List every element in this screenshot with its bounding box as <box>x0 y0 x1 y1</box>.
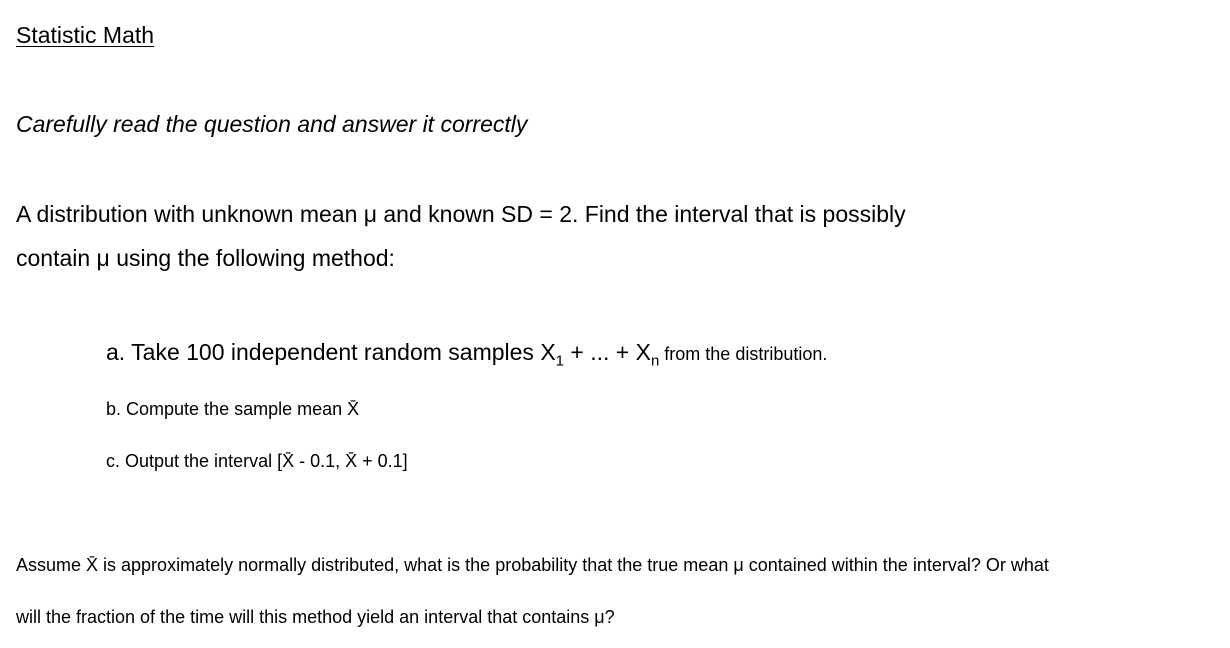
document-title: Statistic Math <box>16 22 155 48</box>
step-a-middle: + ... + X <box>564 339 651 365</box>
closing-line-1: Assume X̄ is approximately normally distributed, what is the probability that the true mean μ contained within the interval? Or what <box>16 555 1049 575</box>
question-line-2: contain μ using the following method: <box>16 245 395 271</box>
step-a <box>106 339 827 370</box>
subscript-1: 1 <box>555 352 565 370</box>
subscript-n: n <box>650 352 660 370</box>
step-b: b. Compute the sample mean X̄ <box>106 399 360 419</box>
instruction-text: Carefully read the question and answer it correctly <box>16 111 528 137</box>
step-a-prefix: a. Take 100 independent random samples X <box>106 339 556 365</box>
step-c: c. Output the interval [X̄ - 0.1, X̄ + 0.1] <box>106 451 408 471</box>
step-a-suffix: from the distribution. <box>659 344 828 364</box>
closing-line-2: will the fraction of the time will this method yield an interval that contains μ? <box>16 607 615 627</box>
question-line-1: A distribution with unknown mean μ and known SD = 2. Find the interval that is possibly <box>16 201 906 227</box>
